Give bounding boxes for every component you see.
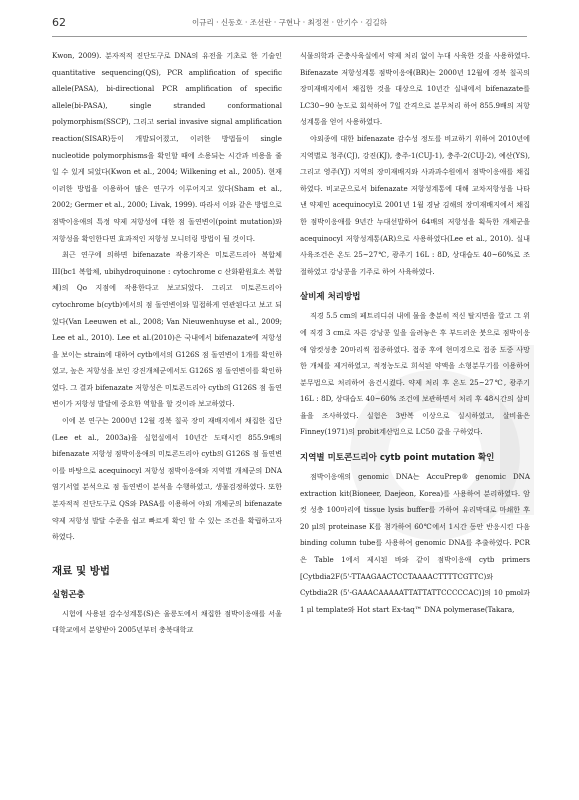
left-column — [52, 48, 282, 639]
paragraph: 야외종에 대한 bifenazate 감수성 정도를 비교하기 위하여 2010년에 지역별로 청주(CJ), 강진(KJ), 충주-1(CUJ-1), 충주-2(CUJ-2), 예산(YS), 그리고 영주(YJ) 지역의 장미재배지와 사과과수원에서 점박이응애를 채집하였다. 비교군으로서 bifenazate 저항성계통에 대해 교차저항성을 나타낸 약제인 acequinocyl로 2001년 1월 경남 김해의 장미재배지에서 채집한 점박이응애를 9년간 누대선발하여 64배의 저항성을 획득한 개체군을 acequinocyl 저항성계통(AR)으로 사용하였다(Lee et al., 2010). 실내 사육조건은 온도 25~27℃, 광주기 16L : 8D, 상대습도 40~60%로 조절하였고 강낭콩을 기주로 하여 사육하였다. — [300, 133, 530, 276]
paragraph: Kwon, 2009). 분자적적 진단도구로 DNA의 유전을 기초로 한 기술인 quantitative sequencing(QS), PCR amplification of specific allele(PASA), bi-directional PCR amplification of specific allele(bi-PASA), single stranded conformational polymorphism(SSCP), 그리고 serial invasive signal amplification reaction(SISAR)등이 개발되어졌고, 이러한 방법들이 single nucleotide polymorphisms을 확인할 때에 소용되는 시간과 비용을 줄일 수 있게 되었다(Kwon et al., 2004; Wilkening et al., 2005). 현재 이러한 방법을 이용하여 많은 연구가 이루어지고 있다(Sham et al., 2002; Germer et al., 2000; Livak, 1999). 따라서 이와 같은 방법으로 점박이응애의 특정 약제 저항성에 대한 점 돌연변이(point mutation)와 저항성을 확인한다면 효과적인 저항성 모니터링 방법이 될 것이다. — [52, 51, 282, 243]
paragraph: 시험에 사용된 감수성계통(S)은 울릉도에서 채집한 점박이응애를 서울대학교에서 분양받아 2005년부터 충북대학교 — [52, 608, 282, 635]
page-header — [52, 16, 527, 32]
subsection-title: 지역별 미토콘드리아 cytb point mutation 확인 — [300, 453, 495, 464]
running-authors: 이규리 · 신동호 · 조선란 · 구현나 · 최정전 · 안기수 · 김길하 — [191, 18, 388, 27]
header-rule — [52, 36, 527, 37]
paragraph: 직경 5.5 cm의 페트리디쉬 내에 물을 충분히 적신 탈지면을 깔고 그 위에 직경 3 cm로 자른 강낭콩 잎을 올려놓은 후 부드러운 붓으로 점박이응애 암컷성충 20마리씩 접종하였다. 접종 후에 현미경으로 접종 도중 사망한 개체를 제거하였고, 적정농도로 희석된 약액을 소형분무기를 이용하여 분무법으로 처리하여 음건시켰다. 약제 처리 후 온도 25~27℃, 광주기 16L : 8D, 상대습도 40~60% 조건에 보관하면서 처리 후 48시간의 살비율을 조사하였다. 실험은 3반복 이상으로 실시하였고, 살비율은 Finney(1971)의 probit계산법으로 LC50 값을 구하였다. — [300, 311, 530, 437]
paragraph: 최근 연구에 의하면 bifenazate 작용기작은 미토콘드리아 복합체 III(bc1 복합체, ubihydroquinone : cytochrome c 산화환원효소 복합체)의 Qo 지점에 작용한다고 보고되었다. 그리고 미토콘드리아 cytochrome b(cytb)에서의 점 돌연변이와 밀접하게 연관된다고 보고 되었다(Van Leeuwen et al., 2008; Van Nieuwenhuyse et al., 2009; Lee et al., 2010). Lee et al.(2010)은 국내에서 bifenazate에 저항성을 보이는 strain에 대하여 cytb에서의 G126S 점 돌연변이 1개를 확인하였고, 높은 저항성을 보인 강진개체군에서도 G126S 점 돌연변이를 확인하였다. 그 결과 bifenazate 저항성은 미토콘드리아 cytb의 G126S 점 돌연변이가 저항성 발달에 중요한 역할을 할 것이라 보고하였다. — [52, 250, 282, 409]
subsection-title: 살비제 처리방법 — [300, 292, 361, 303]
section-title: 재료 및 방법 — [52, 564, 111, 577]
paragraph: 이에 본 연구는 2000년 12월 경북 칠곡 장미 재배지에서 채집한 집단(Lee et al., 2003a)을 실험실에서 10년간 도태시킨 855.9배의 bifenazate 저항성 점박이응애의 미토콘드리아 cytb의 G126S 점 돌연변이를 바탕으로 acequinocyl 저항성 점박이응애와 지역별 개체군의 DNA 염기서열 분석으로 점 돌연변이 분석을 수행하였고, 생물검정하였다. 또한 분자적적 진단도구로 QS와 PASA를 이용하여 야외 개체군의 bifenazate 약제 저항성 발달 수준을 쉽고 빠르게 확인 할 수 있는 조건을 확립하고자 하였다. — [52, 416, 282, 542]
page-number: 62 — [52, 16, 66, 29]
paragraph: 점박이응애의 genomic DNA는 AccuPrep® genomic DNA extraction kit(Bioneer, Daejeon, Korea)를 사용하여 분리하였다. 암컷 성충 100마리에 tissue lysis buffer를 가하여 유리막대로 마쇄한 후 20 μl의 proteinase K를 첨가하여 60℃에서 1시간 동안 반응시킨 다음 binding column tube를 사용하여 genomic DNA를 추출하였다. PCR은 Table 1에서 제시된 바와 같이 점박이응애 cytb primers [Cytbdia2F(5'-TTAAGAACTCCTAAAACTTTTCGTTC)와 Cytbdia2R (5'-GAAACAAAAATTATTATTCCCCCAC)]의 10 pmol과 1 μl template와 Hot start Ex-taq™ DNA polymerase(Takara, — [300, 472, 530, 614]
subsection-title: 실험곤충 — [52, 589, 85, 600]
right-column — [300, 48, 530, 618]
paragraph: 식물의학과 곤충사육실에서 약제 처리 없이 누대 사육한 것을 사용하였다. Bifenazate 저항성계통 점박이응애(BR)는 2000년 12월에 경북 칠곡의 장미재배지에서 채집한 것을 대상으로 10년간 실내에서 bifenazate를 LC30~90 농도로 회석하여 7일 간격으로 분무처리 하여 855.9배의 저항성계통을 얻어 사용하였다. — [300, 51, 530, 127]
